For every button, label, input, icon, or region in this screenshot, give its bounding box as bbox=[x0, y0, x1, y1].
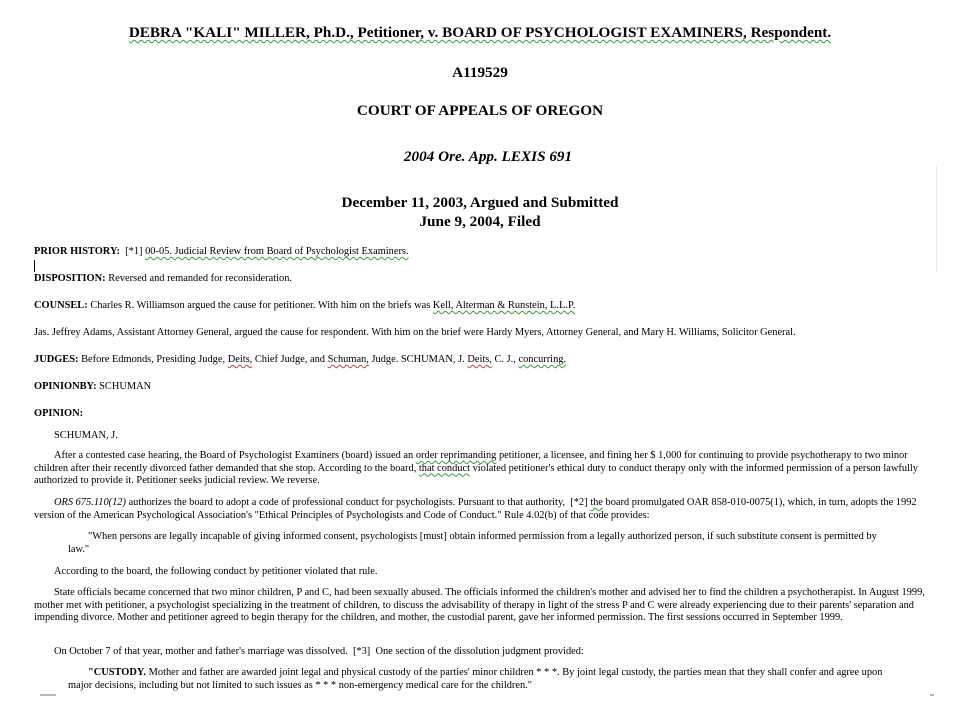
counsel bbox=[34, 300, 926, 313]
opinion-paragraph-3: According to the board, the following conduct by petitioner violated that rule. bbox=[54, 566, 378, 577]
opinion-paragraph-2 bbox=[34, 497, 926, 522]
bottom-right-mark bbox=[930, 694, 934, 696]
p1-that-conduct: that conduct bbox=[418, 462, 470, 474]
judges-concurring: concurring. bbox=[518, 354, 567, 365]
docket-number: A119529 bbox=[452, 64, 508, 81]
p1-e: violated petitioner's ethical duty to conduct therapy only with the informed permission of a person lawfully authorized to provide it. Petitioner seeks judicial review. We reverse. bbox=[34, 462, 918, 487]
court-name: COURT OF APPEALS OF OREGON bbox=[356, 102, 604, 119]
opinionby-text: SCHUMAN bbox=[99, 381, 152, 392]
disposition-text: Reversed and remanded for reconsideration. bbox=[108, 273, 292, 284]
case-title-text: DEBRA "KALI" MILLER, Ph.D., Petitioner, v. BOARD OF PSYCHOLOGIST EXAMINERS, Respondent. bbox=[128, 24, 832, 41]
prior-history-text: 00-05. Judicial Review from Board of Psychologist Examiners. bbox=[145, 246, 409, 257]
opinionby-label: OPINIONBY: bbox=[34, 381, 97, 392]
star-page-3: [*3] bbox=[352, 646, 371, 657]
star-page-2: [*2] bbox=[570, 497, 588, 508]
judges-deits-2: Deits, bbox=[467, 354, 492, 365]
disposition-label: DISPOSITION: bbox=[34, 273, 106, 284]
counsel-text: Charles R. Williamson argued the cause for petitioner. With him on the briefs was bbox=[90, 300, 431, 311]
judges-schuman: Schuman, bbox=[327, 354, 369, 365]
judges bbox=[34, 354, 926, 367]
statute-cite: ORS 675.110(12) bbox=[54, 497, 126, 508]
p1-a: After a contested case hearing, the Board of Psychologist Examiners (board) issued an bbox=[54, 450, 414, 461]
p2-e: board promulgated OAR 858-010-0075(1), which, in turn, adopts the 1992 version of the American Psychological Association's "Ethical Principles of Psychologists and Code of Conduct." Rule 4.02(b) of that code provides: bbox=[34, 497, 917, 521]
p1-c: petitioner, a licensee, and fining her $ 1,000 for continuing to provide psychotherapy to two minor children after their recently divorced father demanded that she stop. According to the board, bbox=[34, 450, 908, 474]
page-edge-rule bbox=[936, 166, 937, 272]
opinion-heading bbox=[34, 408, 926, 421]
p5-a: On October 7 of that year, mother and father's marriage was dissolved. bbox=[54, 646, 348, 657]
counsel-firm: Kell, Alterman & Runstein, L.L.P. bbox=[432, 300, 576, 311]
citation: 2004 Ore. App. LEXIS 691 bbox=[403, 148, 573, 165]
judges-text-g: C. J., bbox=[494, 354, 516, 365]
p2-the: the bbox=[590, 497, 603, 508]
custody-text: Mother and father are awarded joint legal and physical custody of the parties' minor children * * *. By joint legal custody, the parties mean that they shall confer and agree upon major decisions, including but not limited to such issues as * * * non-emergency medical care for the children." bbox=[68, 667, 883, 691]
opinion-by bbox=[34, 381, 926, 394]
prior-history bbox=[34, 246, 926, 259]
judges-text-c: Chief Judge, and bbox=[254, 354, 325, 365]
judges-deits: Deits, bbox=[227, 354, 253, 365]
opinion-paragraph-5 bbox=[34, 646, 926, 659]
date-argued: December 11, 2003, Argued and Submitted bbox=[341, 194, 619, 211]
opinion-paragraph-1 bbox=[34, 450, 926, 488]
judges-label: JUDGES: bbox=[34, 354, 79, 365]
p2-b: authorizes the board to adopt a code of professional conduct for psychologists. Pursuant to that authority, bbox=[128, 497, 566, 508]
prior-history-label: PRIOR HISTORY: bbox=[34, 246, 120, 257]
opinion-author: SCHUMAN, J. bbox=[54, 430, 118, 441]
bottom-left-mark bbox=[40, 694, 56, 696]
block-quote-rule: "When persons are legally incapable of giving informed consent, psychologists [must] obtain informed permission from a legally authorized person, if such substitute consent is permitted by law." bbox=[68, 531, 877, 555]
star-page-1: [*1] bbox=[125, 246, 143, 257]
judges-text-a: Before Edmonds, Presiding Judge, bbox=[81, 354, 226, 365]
custody-label: "CUSTODY. bbox=[88, 667, 147, 678]
disposition bbox=[34, 273, 926, 286]
text-cursor bbox=[34, 260, 35, 272]
counsel-respondent: Jas. Jeffrey Adams, Assistant Attorney General, argued the cause for respondent. With him on the brief were Hardy Myers, Attorney General, and Mary H. Williams, Solicitor General. bbox=[34, 327, 796, 338]
judges-text-e: Judge. SCHUMAN, J. bbox=[371, 354, 465, 365]
opinion-paragraph-4: State officials became concerned that two minor children, P and C, had been sexually abused. The officials informed the children's mother and advised her to find the children a psychotherapist. In August 1999, mother met with petitioner, a psychologist specializing in the treatment of children, to discuss the advisability of therapy in light of the stress P and C were already experiencing due to their parents' separation and impending divorce. Mother and petitioner agreed to begin therapy for the children, and mother, the custodial parent, gave her informed permission. The first sessions occurred in September 1999. bbox=[34, 587, 925, 624]
opinion-label: OPINION: bbox=[34, 408, 84, 419]
p5-c: One section of the dissolution judgment provided: bbox=[375, 646, 584, 657]
counsel-label: COUNSEL: bbox=[34, 300, 88, 311]
p1-order: order reprimanding bbox=[415, 450, 497, 461]
case-title bbox=[0, 24, 960, 42]
date-filed: June 9, 2004, Filed bbox=[419, 213, 541, 230]
block-quote-custody bbox=[68, 667, 888, 692]
